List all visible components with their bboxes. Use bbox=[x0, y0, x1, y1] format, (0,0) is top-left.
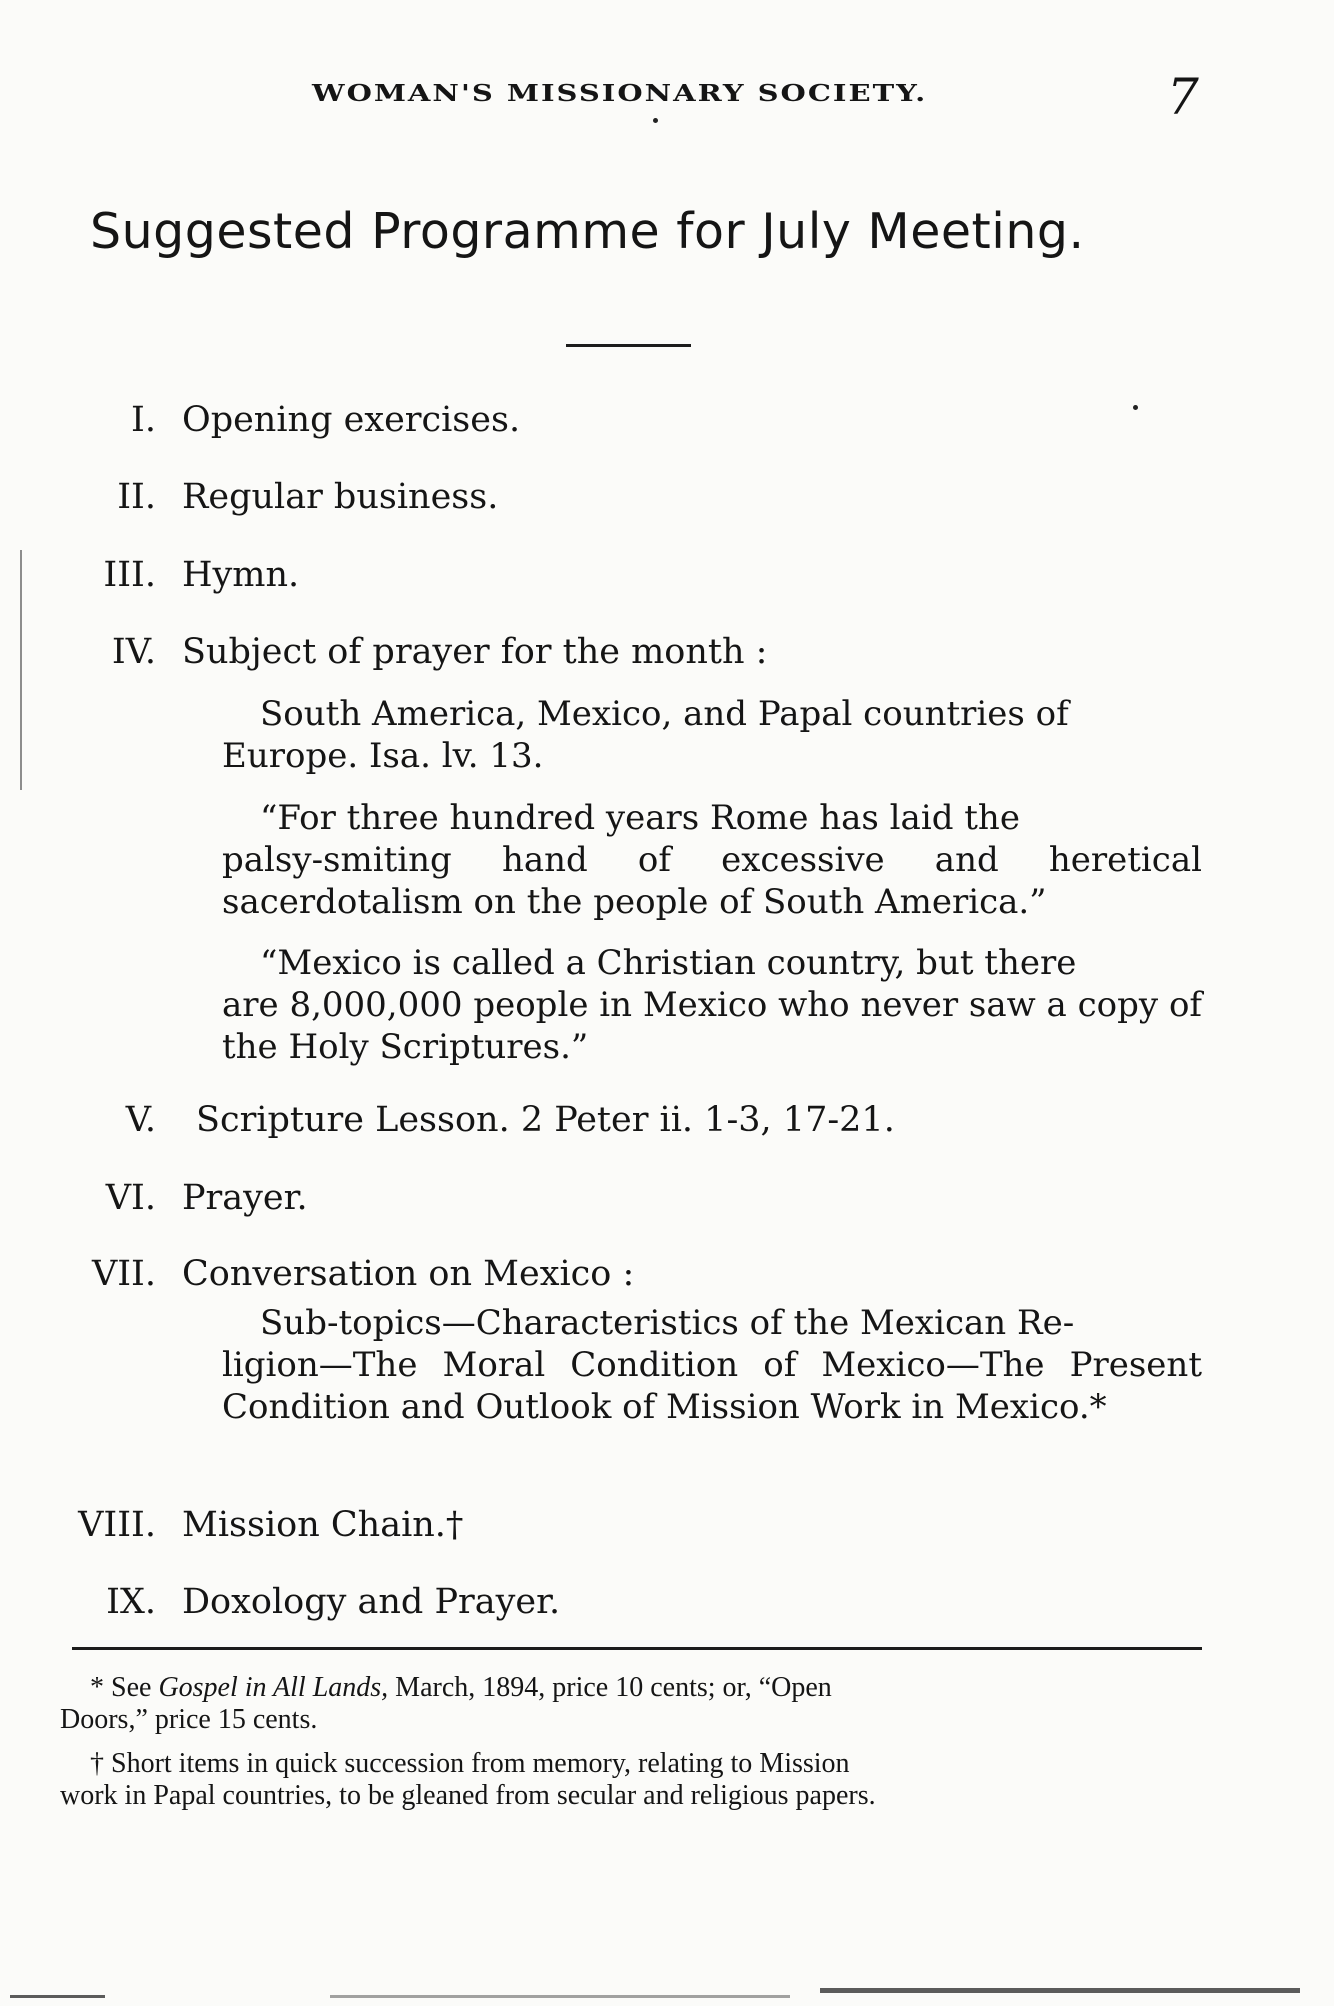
item-text: Mission Chain.† bbox=[182, 1505, 464, 1545]
title-divider bbox=[566, 344, 691, 347]
rome-quote-paragraph bbox=[222, 797, 1202, 923]
paragraph-rest: ligion—The Moral Condition of Mexico—The Present Condition and Outlook of Mission Work in Mexico.* bbox=[222, 1345, 1202, 1427]
paragraph-rest: are 8,000,000 people in Mexico who never saw a copy of the Holy Scriptures.” bbox=[222, 985, 1202, 1067]
scan-bottom-mark bbox=[10, 1995, 105, 1998]
scan-margin-mark bbox=[20, 550, 22, 790]
footnote-detail: March, 1894, price 10 cents; or, “Open bbox=[395, 1672, 832, 1703]
footnote-dagger bbox=[60, 1748, 1202, 1812]
paragraph-rest: Europe. Isa. lv. 13. bbox=[222, 736, 544, 776]
page-title: Suggested Programme for July Meeting. bbox=[90, 203, 1085, 260]
subtopics-paragraph bbox=[222, 1302, 1202, 1428]
publication-title: Gospel in All Lands, bbox=[158, 1672, 389, 1703]
prayer-subject-paragraph bbox=[222, 693, 1202, 777]
item-numeral: III. bbox=[103, 555, 156, 595]
footnote-first-line: † Short items in quick succession from memory, relating to Mission bbox=[90, 1748, 850, 1779]
item-numeral: VII. bbox=[91, 1254, 156, 1294]
item-text: Hymn. bbox=[182, 555, 300, 595]
paragraph-first-line: Sub-topics—Characteristics of the Mexican Re- bbox=[260, 1303, 1075, 1343]
running-head bbox=[0, 68, 1334, 126]
paragraph-first-line: South America, Mexico, and Papal countries of bbox=[260, 694, 1069, 734]
item-text: Regular business. bbox=[182, 477, 499, 517]
paragraph-rest: palsy-smiting hand of excessive and heretical sacerdotalism on the people of South America.” bbox=[222, 840, 1202, 922]
item-text: Doxology and Prayer. bbox=[182, 1582, 561, 1622]
footnote-see: See bbox=[111, 1672, 152, 1703]
scan-speck bbox=[653, 118, 658, 123]
item-numeral: VI. bbox=[105, 1178, 156, 1218]
scan-bottom-mark bbox=[330, 1995, 790, 1998]
item-numeral: I. bbox=[131, 400, 156, 440]
paragraph-first-line: “Mexico is called a Christian country, but there bbox=[260, 943, 1077, 983]
item-text: Scripture Lesson. 2 Peter ii. 1-3, 17-21. bbox=[196, 1100, 895, 1140]
item-numeral: V. bbox=[125, 1100, 156, 1140]
item-numeral: VIII. bbox=[78, 1505, 156, 1545]
item-numeral: IV. bbox=[111, 632, 156, 672]
paragraph-first-line: “For three hundred years Rome has laid the bbox=[260, 798, 1020, 838]
item-numeral: II. bbox=[117, 477, 156, 517]
item-text: Conversation on Mexico : bbox=[182, 1254, 635, 1294]
item-text: Opening exercises. bbox=[182, 400, 521, 440]
running-title: WOMAN'S MISSIONARY SOCIETY. bbox=[312, 79, 928, 107]
scan-speck bbox=[1133, 405, 1138, 410]
item-text: Subject of prayer for the month : bbox=[182, 632, 768, 672]
scan-bottom-mark bbox=[820, 1988, 1300, 1993]
footnote-rest: work in Papal countries, to be gleaned from secular and religious papers. bbox=[60, 1780, 876, 1811]
footnote-star bbox=[60, 1672, 1202, 1736]
footnote-divider bbox=[72, 1647, 1202, 1650]
mexico-quote-paragraph bbox=[222, 942, 1202, 1068]
item-numeral: IX. bbox=[106, 1582, 156, 1622]
footnote-rest: Doors,” price 15 cents. bbox=[60, 1704, 318, 1735]
footnote-marker: * bbox=[90, 1672, 104, 1703]
footnote-first-line bbox=[60, 1672, 1202, 1704]
item-text: Prayer. bbox=[182, 1178, 308, 1218]
page-number: 7 bbox=[1167, 68, 1199, 126]
